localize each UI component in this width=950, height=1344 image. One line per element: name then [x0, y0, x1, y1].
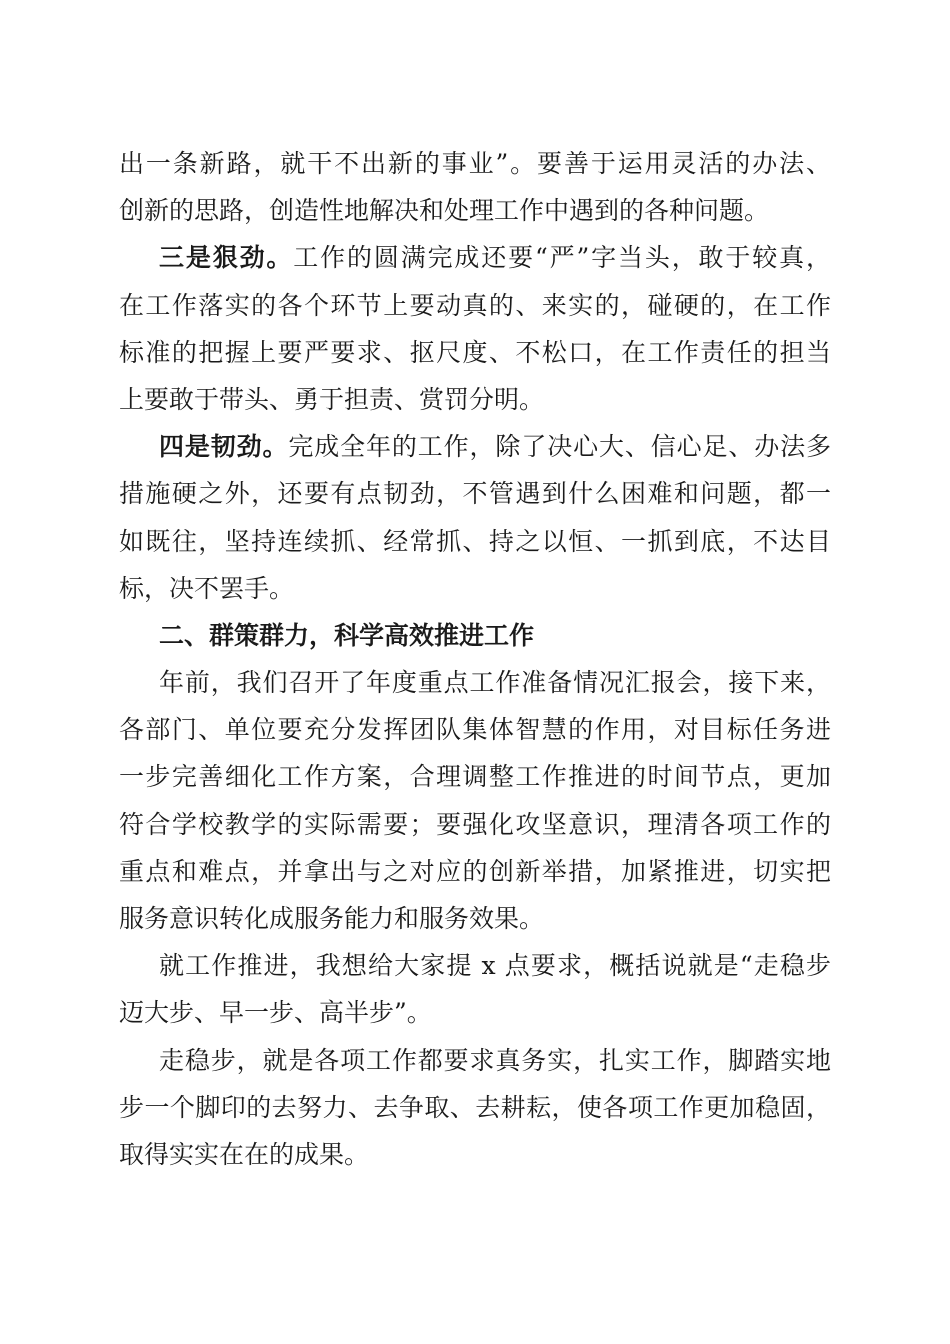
- paragraph-5: [119, 942, 831, 1036]
- text-line: 服务意识转化成服务能力和服务效果。: [119, 904, 545, 933]
- paragraph-3: [119, 423, 831, 612]
- text-line: 重点和难点，并拿出与之对应的创新举措，加紧推进，切实把: [119, 856, 831, 886]
- text-line: 措施硬之外，还要有点韧劲，不管遇到什么困难和问题，都一: [119, 479, 831, 509]
- text-line: 各部门、单位要充分发挥团队集体智慧的作用，对目标任务进: [119, 715, 831, 745]
- text-line: 上要敢于带头、勇于担责、赏罚分明。: [119, 384, 545, 414]
- paragraph-lead: 四是韧劲。: [159, 432, 289, 462]
- text-line: 出一条新路，就干不出新的事业”。要善于运用灵活的办法、: [119, 149, 831, 178]
- document-body: [119, 140, 831, 1178]
- paragraph-4: [119, 659, 831, 942]
- paragraph-text: 工作的圆满完成还要“严”字当头，敢于较真，: [293, 243, 831, 273]
- text-line: 步一个脚印的去努力、去争取、去耕耘，使各项工作更加稳固，: [119, 1092, 831, 1122]
- paragraph-lead: 三是狠劲。: [159, 243, 294, 273]
- text-line: 就工作推进，我想给大家提 x 点要求，概括说就是“走稳步: [159, 951, 831, 981]
- text-line: [119, 423, 831, 470]
- text-line: 创新的思路，创造性地解决和处理工作中遇到的各种问题。: [119, 196, 770, 226]
- text-line: 标准的把握上要严要求、抠尺度、不松口，在工作责任的担当: [119, 337, 831, 367]
- text-line: 如既往，坚持连续抓、经常抓、持之以恒、一抓到底，不达目: [119, 526, 831, 556]
- text-line: 标，决不罢手。: [119, 573, 295, 603]
- text-line: 取得实实在在的成果。: [119, 1139, 370, 1169]
- heading-text: 二、群策群力，科学高效推进工作: [159, 620, 535, 650]
- text-line: 一步完善细化工作方案，合理调整工作推进的时间节点，更加: [119, 762, 831, 792]
- text-line: 年前，我们召开了年度重点工作准备情况汇报会，接下来，: [159, 668, 831, 698]
- section-heading: [119, 612, 831, 659]
- text-line: 迈大步、早一步、高半步”。: [119, 998, 432, 1028]
- text-line: 在工作落实的各个环节上要动真的、来实的，碰硬的，在工作: [119, 290, 831, 320]
- text-line: [119, 234, 831, 281]
- paragraph-2: [119, 234, 831, 423]
- text-line: 走稳步，就是各项工作都要求真务实，扎实工作，脚踏实地: [159, 1045, 831, 1075]
- paragraph-text: 完成全年的工作，除了决心大、信心足、办法多: [288, 432, 831, 462]
- paragraph-6: [119, 1037, 831, 1179]
- text-line: 符合学校教学的实际需要；要强化攻坚意识，理清各项工作的: [119, 809, 831, 839]
- paragraph-1: [119, 140, 831, 234]
